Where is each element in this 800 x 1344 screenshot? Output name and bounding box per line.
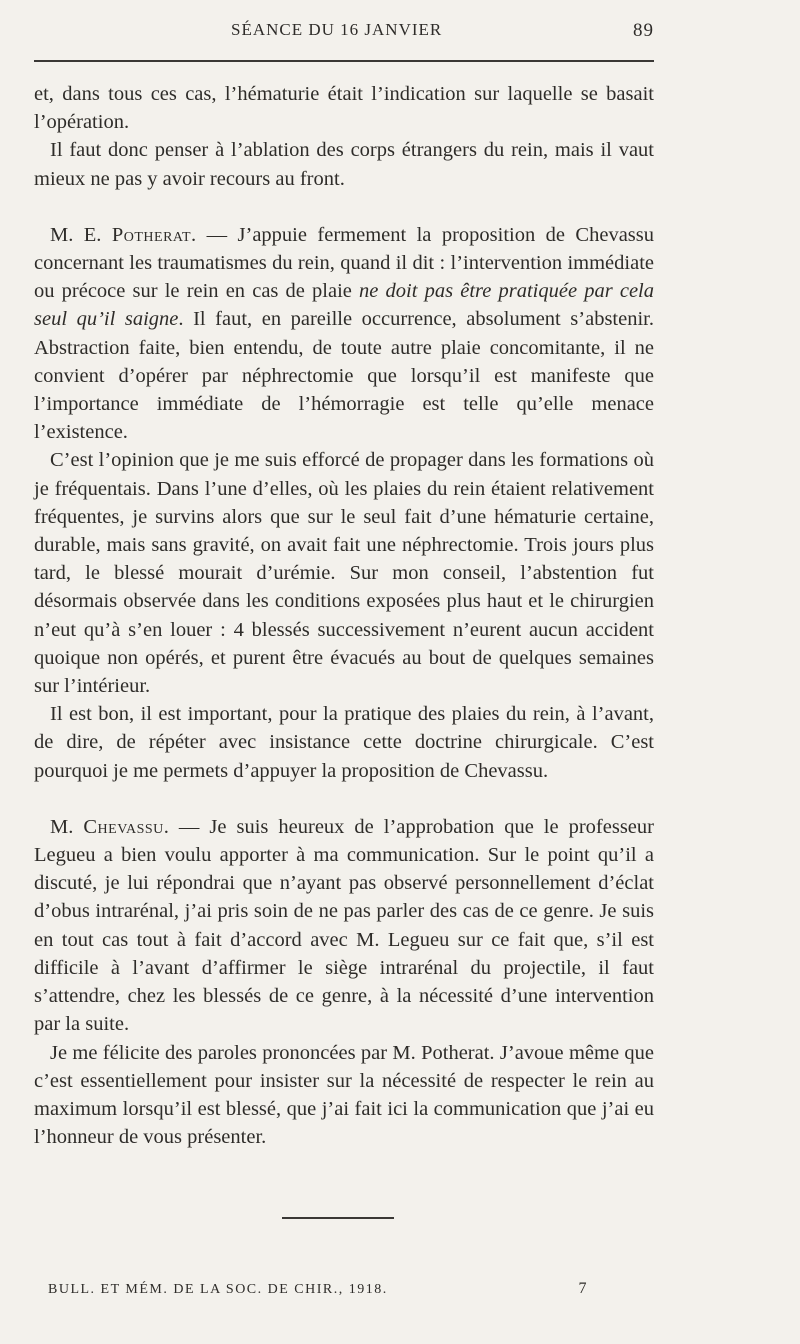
paragraph: C’est l’opinion que je me suis efforcé de propager dans les formations où je fréquentais. Dans l’une d’elles, où les plaies du rein étaient relativement fréquentes, je survins alors que sur le seul fait d’une hématurie certaine, durable, mais sans gravité, on avait fait une néphrectomie. Trois jours plus tard, le blessé mourait d’urémie. Sur mon conseil, l’abstention fut désormais observée dans les conditions exposées plus haut et le chirurgien n’eut qu’à s’en louer : 4 blessés successivement n’eurent aucun accident quoique non opérés, et purent être évacués au bout de quelques semaines sur l’intérieur. (34, 449, 654, 698)
header-title: SÉANCE DU 16 JANVIER (231, 20, 443, 39)
speech-chevassu (34, 813, 654, 1039)
speaker-name: Chevassu (83, 815, 164, 838)
speech-text: . Il faut, en pareille occurrence, absolument s’abstenir. Abstraction faite, bien entendu, de toute autre plaie concomitante, il ne convient d’opérer par néphrectomie que lorsqu’il est manifeste que l’importance immédiate de l’hémorragie est telle qu’elle menace l’existence. (34, 308, 654, 444)
italic-text: ne doit pas être pratiquée par cela seul qu’il saigne (34, 280, 654, 331)
paragraph: Il faut donc penser à l’ablation des corps étrangers du rein, mais il vaut mieux ne pas y avoir recours au front. (34, 139, 654, 190)
speaker-prefix: M. (50, 815, 84, 838)
speech-text: . — Je suis heureux de l’approbation que le professeur Legueu a bien voulu apporter à ma communication. Sur le point qu’il a discuté, je lui répondrai que n’ayant pas observé personnellement d’éclat d’obus intrarénal, j’ai pris soin de ne pas parler des cas de ce genre. Je suis en tout cas tout à fait d’accord avec M. Legueu sur ce fait que, s’il est difficile à l’avant d’affirmer le siège intrarénal du projectile, il faut s’attendre, chez les blessés de ce genre, à la nécessité d’une intervention par la suite. (34, 815, 654, 1036)
page-number: 89 (633, 20, 654, 41)
footer-source: BULL. ET MÉM. DE LA SOC. DE CHIR., 1918. (48, 1282, 388, 1297)
page-footer (48, 1282, 608, 1298)
signature-mark: 7 (578, 1280, 588, 1297)
speech-text: . — J’appuie fermement la proposition de Chevassu concernant les traumatismes du rein, quand il dit : l’intervention immédiate ou précoce sur le rein en cas de plaie (34, 223, 654, 303)
speaker-prefix: M. E. (50, 223, 112, 246)
section-end-rule (282, 1217, 394, 1219)
paragraph: Il est bon, il est important, pour la pratique des plaies du rein, à l’avant, de dire, de répéter avec insistance cette doctrine chirurgicale. C’est pourquoi je me permets d’appuyer la proposition de Chevassu. (34, 703, 654, 782)
header-rule (34, 60, 654, 62)
paragraph: et, dans tous ces cas, l’hématurie était l’indication sur laquelle se basait l’opération. (34, 83, 654, 134)
paragraph: Je me félicite des paroles prononcées par M. Potherat. J’avoue même que c’est essentiellement pour insister sur la nécessité de respecter le rein au maximum lorsqu’il est blessé, que j’ai fait ici la communication que j’ai eu l’honneur de vous présenter. (34, 1041, 654, 1149)
running-header (34, 20, 654, 44)
speech-potherat (34, 221, 654, 447)
speaker-name: Potherat (111, 223, 192, 246)
body-text (34, 80, 654, 1151)
